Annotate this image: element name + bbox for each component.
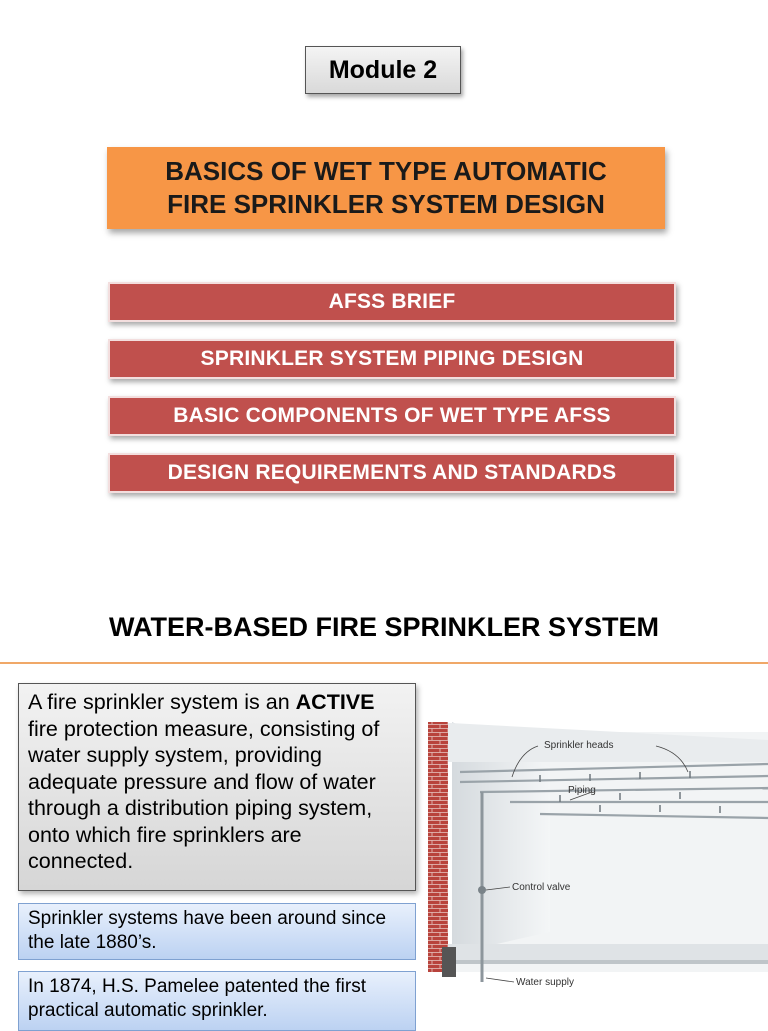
fact-text: In 1874, H.S. Pamelee patented the first practical automatic sprinkler.	[28, 976, 366, 1021]
topic-label: DESIGN REQUIREMENTS AND STANDARDS	[167, 461, 617, 484]
module-label-text: Module 2	[328, 55, 438, 84]
control-valve-body	[478, 886, 486, 894]
foundation	[442, 947, 456, 977]
definition-text-pre: A fire sprinkler system is an	[28, 690, 296, 714]
label-sprinkler-heads: Sprinkler heads	[544, 740, 614, 751]
label-piping: Piping	[568, 785, 596, 796]
fact-box-history	[18, 903, 416, 960]
topic-label: SPRINKLER SYSTEM PIPING DESIGN	[200, 347, 584, 370]
topic-label: AFSS BRIEF	[328, 290, 456, 313]
topic-bar-piping-design	[108, 339, 676, 379]
brick-wall	[428, 722, 448, 972]
sprinkler-system-diagram	[420, 692, 768, 1002]
topic-bar-basic-components	[108, 396, 676, 436]
fact-box-patent	[18, 971, 416, 1031]
sprinkler-diagram-svg	[420, 692, 768, 1002]
module-title	[107, 147, 665, 229]
label-water-supply: Water supply	[516, 977, 574, 988]
label-control-valve: Control valve	[512, 882, 571, 893]
module-title-line-1: BASICS OF WET TYPE AUTOMATIC	[165, 156, 607, 186]
module-title-line-2: FIRE SPRINKLER SYSTEM DESIGN	[167, 189, 605, 219]
definition-box	[18, 683, 416, 891]
topic-label: BASIC COMPONENTS OF WET TYPE AFSS	[173, 404, 611, 427]
topic-bar-design-requirements	[108, 453, 676, 493]
definition-text-post: fire protection measure, consisting of water supply system, providing adequate pressure and flow of water through a distribution piping system, onto which fire sprinklers are connected.	[28, 716, 380, 873]
definition-text-bold: ACTIVE	[295, 690, 375, 714]
module-label	[305, 46, 461, 94]
topic-bar-afss-brief	[108, 282, 676, 322]
title-divider	[0, 662, 768, 664]
floor-slab	[448, 944, 768, 960]
slide-title: WATER-BASED FIRE SPRINKLER SYSTEM	[108, 612, 660, 642]
fact-text: Sprinkler systems have been around since the late 1880’s.	[28, 908, 387, 953]
